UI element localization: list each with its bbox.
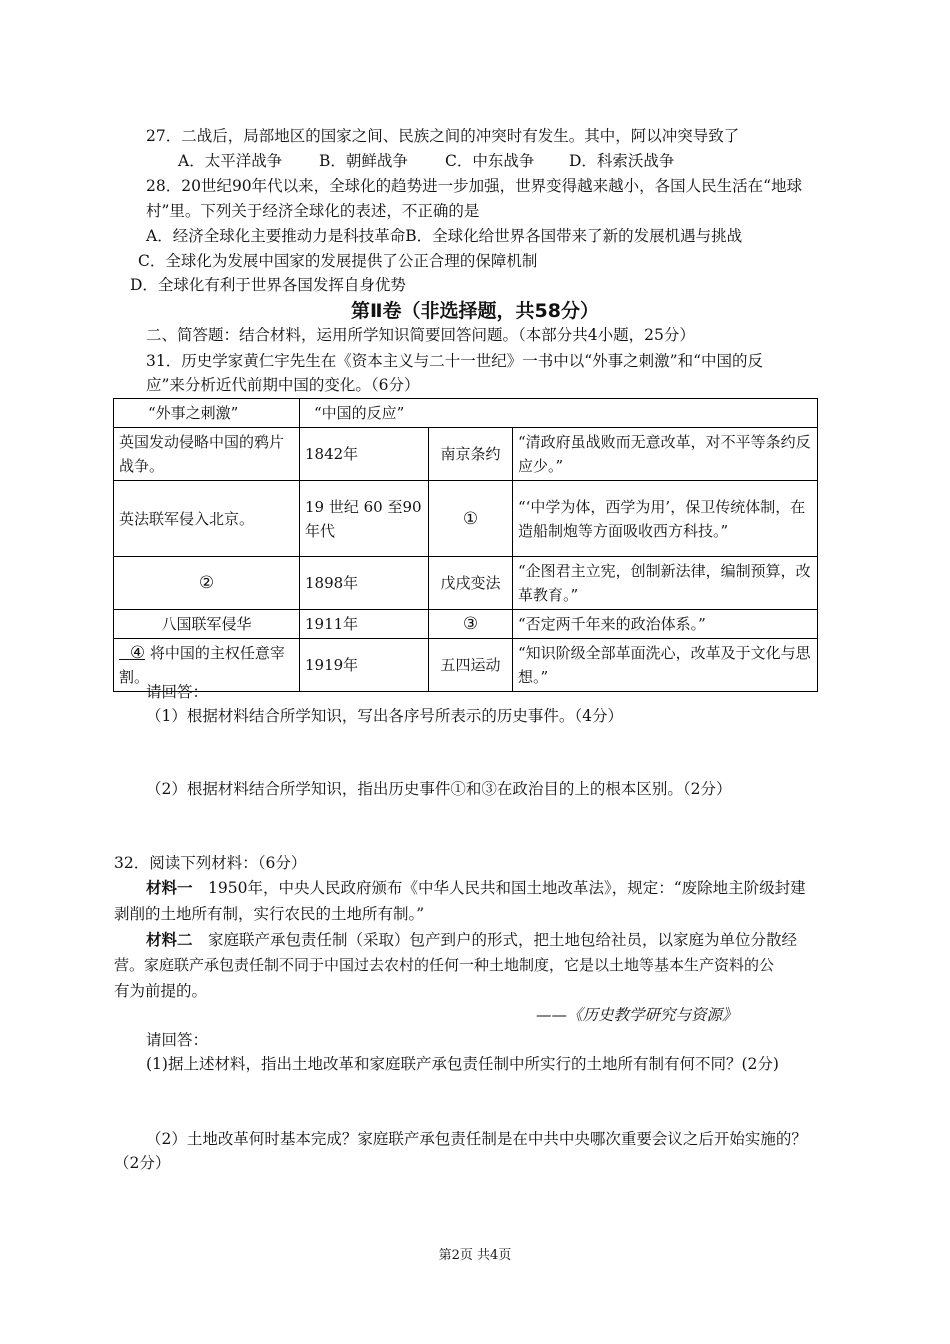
table-row — [114, 428, 818, 481]
row-event: 南京条约 — [429, 428, 513, 481]
material2-label: 材料二 — [146, 930, 193, 949]
q32-sub2-line1: （2）土地改革何时基本完成？家庭联产承包责任制是在中共中央哪次重要会议之后开始实施的？ — [146, 1130, 807, 1148]
row-reaction: “知识阶级全部革面洗心，改革及于文化与思想。” — [513, 639, 818, 692]
row-year: 1842年 — [300, 428, 429, 481]
q32-m1-line2: 剥削的土地所有制，实行农民的土地所有制。” — [114, 905, 425, 923]
table-header-row — [114, 399, 818, 428]
q27-option-b: B．朝鲜战争 — [319, 152, 408, 170]
q31-intro-line2: 应”来分析近代前期中国的变化。（6分） — [146, 376, 420, 394]
row-reaction: “企图君主立宪，创制新法律，编制预算，改革教育。” — [513, 557, 818, 610]
row-reaction: “否定两千年来的政治体系。” — [513, 610, 818, 639]
page-footer: 第2页 共4页 — [438, 1248, 512, 1263]
q32-please: 请回答： — [146, 1031, 209, 1049]
row-stimulus: ② — [114, 557, 300, 610]
row-reaction: “‘中学为体，西学为用’，保卫传统体制，在造船制炮等方面吸收西方科技。” — [513, 481, 818, 557]
q28-stem-line1: 28．20世纪90年代以来，全球化的趋势进一步加强，世界变得越来越小，各国人民生活在“地球 — [146, 177, 803, 195]
table-row — [114, 610, 818, 639]
row-event: 五四运动 — [429, 639, 513, 692]
q27-stem: 27．二战后，局部地区的国家之间、民族之间的冲突时有发生。其中，阿以冲突导致了 — [146, 127, 740, 145]
q32-m2-line3: 有为前提的。 — [114, 982, 208, 1000]
row-stimulus: 将中国的主权任意宰割。 — [119, 644, 285, 686]
material1-label: 材料一 — [146, 878, 193, 897]
q31-table — [113, 398, 818, 692]
q32-m2-line1: 材料二 家庭联产承包责任制（采取）包产到户的形式，把土地包给社员，以家庭为单位分散经 — [146, 930, 798, 949]
row-stimulus: 八国联军侵华 — [114, 610, 300, 639]
header-reaction: “中国的反应” — [300, 399, 818, 428]
q28-option-ab: A．经济全球化主要推动力是科技革命B．全球化给世界各国带来了新的发展机遇与挑战 — [146, 227, 743, 245]
row-year: 1911年 — [300, 610, 429, 639]
table-row — [114, 557, 818, 610]
q31-sub2: （2）根据材料结合所学知识，指出历史事件①和③在政治目的上的根本区别。（2分） — [146, 780, 732, 798]
row-year: 1919年 — [300, 639, 429, 692]
row-year: 1898年 — [300, 557, 429, 610]
row-reaction: “清政府虽战败而无意改革，对不平等条约反应少。” — [513, 428, 818, 481]
row-event: ① — [429, 481, 513, 557]
q31-sub1: （1）根据材料结合所学知识，写出各序号所表示的历史事件。（4分） — [146, 707, 623, 725]
q32-sub2-line2: （2分） — [114, 1154, 171, 1172]
part2-title: 第Ⅱ卷（非选择题，共58分） — [351, 300, 599, 322]
q28-option-d: D．全球化有利于世界各国发挥自身优势 — [130, 276, 406, 294]
row-stimulus: 英国发动侵略中国的鸦片战争。 — [114, 428, 300, 481]
q32-m1-line1: 材料一 1950年，中央人民政府颁布《中华人民共和国土地改革法》，规定：“废除地主阶级封建 — [146, 878, 806, 897]
row-year: 19 世纪 60 至90年代 — [300, 481, 429, 557]
q28-stem-line2: 村”里。下列关于经济全球化的表述，不正确的是 — [146, 202, 480, 220]
header-stimulus: “外事之刺激” — [114, 399, 300, 428]
blank-marker: ④ — [129, 643, 146, 663]
q32-m2-line2: 营。家庭联产承包责任制不同于中国过去农村的任何一种土地制度，它是以土地等基本生产资料的公 — [114, 956, 775, 974]
q27-option-d: D．科索沃战争 — [569, 152, 675, 170]
table-row — [114, 639, 818, 692]
q32-sub1: (1)据上述材料，指出土地改革和家庭联产承包责任制中所实行的土地所有制有何不同？(2分) — [146, 1055, 779, 1073]
q27-option-a: A．太平洋战争 — [178, 152, 283, 170]
q28-option-c: C．全球化为发展中国家的发展提供了公正合理的保障机制 — [138, 252, 538, 270]
row-event: ③ — [429, 610, 513, 639]
table-row — [114, 481, 818, 557]
part2-instruction: 二、简答题：结合材料，运用所学知识简要回答问题。（本部分共4小题，25分） — [146, 326, 695, 344]
row-event: 戊戌变法 — [429, 557, 513, 610]
q27-option-c: C．中东战争 — [445, 152, 535, 170]
q27-options — [178, 150, 674, 172]
q31-intro-line1: 31．历史学家黄仁宇先生在《资本主义与二十一世纪》一书中以“外事之刺激”和“中国的反 — [146, 352, 763, 370]
row-stimulus: 英法联军侵入北京。 — [114, 481, 300, 557]
q31-please: 请回答： — [146, 683, 209, 701]
q32-source: ——《历史教学研究与资源》 — [536, 1006, 738, 1024]
q32-intro: 32．阅读下列材料：（6分） — [114, 854, 307, 872]
